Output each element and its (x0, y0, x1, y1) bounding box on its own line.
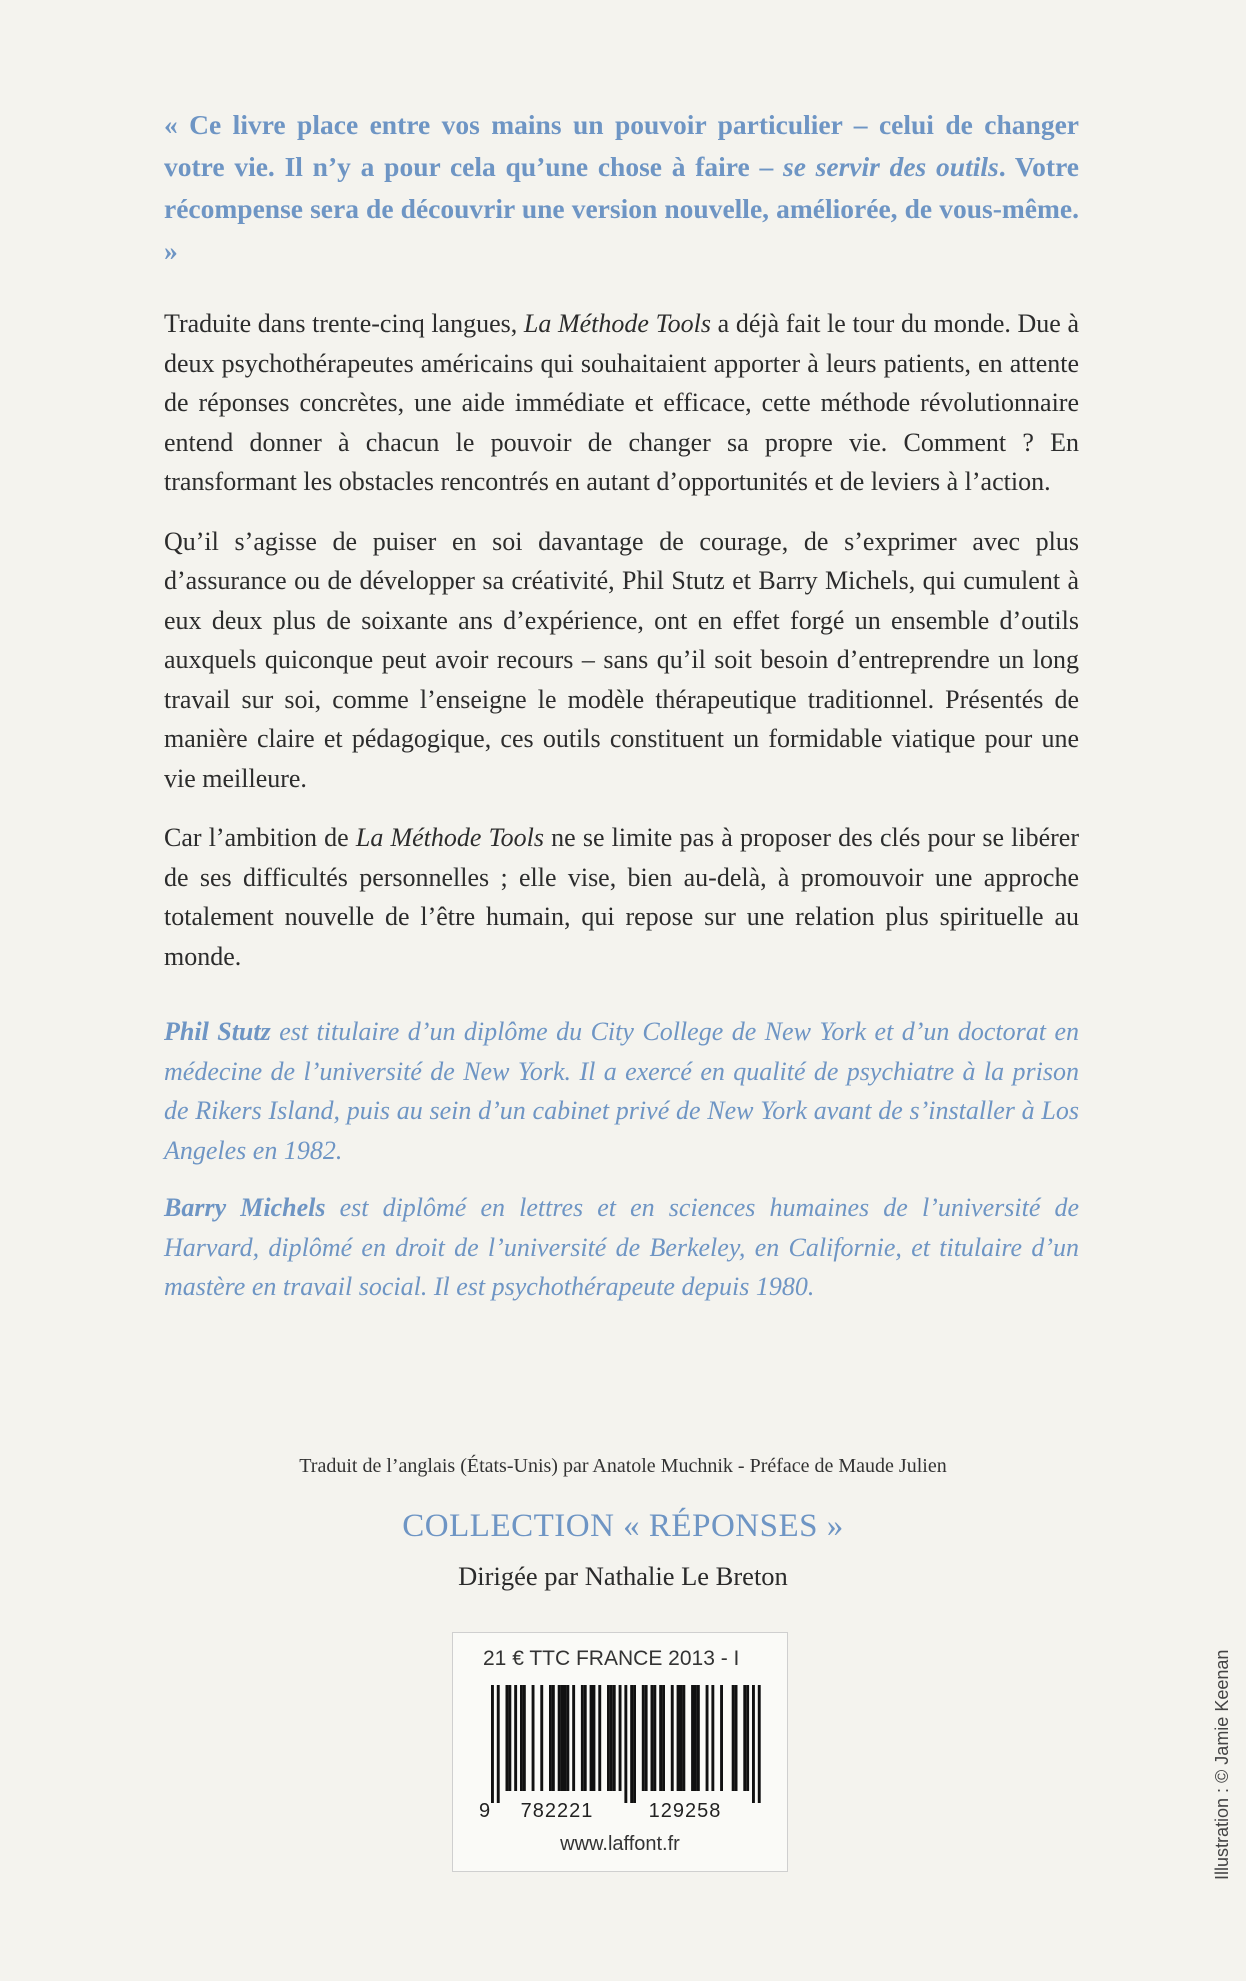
barcode-bar (662, 1685, 665, 1791)
barcode-bar (497, 1685, 500, 1803)
barcode-bar (720, 1685, 723, 1791)
barcode-bar (613, 1685, 616, 1791)
isbn-first-digit: 9 (479, 1800, 491, 1821)
barcode-bar (540, 1685, 543, 1791)
barcode-bar (746, 1685, 749, 1791)
paragraph-1 (164, 304, 1079, 502)
main-text (164, 104, 1079, 1325)
isbn-group-2: 129258 (648, 1800, 722, 1821)
barcode-bar (549, 1685, 552, 1791)
barcode-bar (558, 1685, 561, 1791)
barcode-bar (633, 1685, 636, 1803)
barcode-bar (630, 1685, 633, 1803)
barcode-box (452, 1632, 788, 1872)
barcode-bar (677, 1685, 680, 1791)
barcode-bar (590, 1685, 593, 1791)
barcode-bar (506, 1685, 509, 1791)
barcode-bar (642, 1685, 645, 1791)
pull-quote (164, 104, 1079, 272)
p1-text-b: a déjà fait le tour du monde. Due à deux psychothérapeutes américains qui souhaitaient apporter à leurs patients, en attente de réponses concrètes, une aide immédiate et efficace, cette méthode révolutionnaire entend donner à chacun le pouvoir de changer sa propre vie. Comment ? En transformant les obstacles rencontrés en autant d’opportunités et de leviers à l’action. (164, 309, 1079, 496)
barcode-bar (743, 1685, 746, 1791)
illustration-credit: Illustration : © Jamie Keenan (1212, 1649, 1232, 1880)
paragraph-3 (164, 818, 1079, 976)
collection-director: Dirigée par Nathalie Le Breton (458, 1561, 788, 1591)
quote-italic: se servir des outils (783, 151, 999, 182)
barcode-bar (566, 1685, 569, 1791)
barcode-bar (514, 1685, 517, 1791)
barcode-bar (564, 1685, 567, 1791)
author-bios (164, 1012, 1079, 1307)
quote-text-2: . Votre récompense sera de découvrir une version nouvelle, améliorée, de vous-même. » (164, 151, 1080, 266)
barcode-bar (697, 1685, 700, 1791)
p3-text-a: Car l’ambition de (164, 823, 356, 852)
barcode-bar (653, 1685, 656, 1791)
barcode-bar (619, 1685, 622, 1791)
barcode-bar (624, 1685, 627, 1803)
translator-credit: Traduit de l’anglais (États-Unis) par Anatole Muchnik - Préface de Maude Julien (299, 1455, 947, 1477)
barcode-bar (682, 1685, 685, 1791)
barcode-bar (645, 1685, 648, 1791)
barcode-bar (520, 1685, 523, 1791)
bio-name-stutz: Phil Stutz (164, 1017, 271, 1046)
publisher-website: www.laffont.fr (560, 1833, 680, 1855)
barcode-image (473, 1685, 773, 1821)
barcode-bar (732, 1685, 735, 1791)
barcode-bar (598, 1685, 601, 1791)
isbn-group-1: 782221 (520, 1800, 594, 1821)
barcode-bar (691, 1685, 694, 1791)
barcode-bar (651, 1685, 654, 1791)
barcode-bar (561, 1685, 564, 1791)
barcode-bar (711, 1685, 714, 1791)
bio-text-stutz: est titulaire d’un diplôme du City College de New York et d’un doctorat en médecine de l’université de New York. Il a exercé en qualité de psychiatre à la prison de Rikers Island, puis au sein d’un cabinet privé de New York avant de s’installer à Los Angeles en 1982. (164, 1017, 1079, 1165)
p3-book-title: La Méthode Tools (355, 823, 545, 852)
p1-book-title: La Méthode Tools (523, 309, 712, 338)
barcode-bar (680, 1685, 683, 1791)
p1-text-a: Traduite dans trente-cinq langues, (164, 309, 524, 338)
barcode-bar (752, 1685, 755, 1803)
barcode-bar (610, 1685, 613, 1791)
bio-name-michels: Barry Michels (164, 1193, 326, 1222)
barcode-bar (491, 1685, 494, 1803)
collection-name: COLLECTION « RÉPONSES » (402, 1508, 844, 1544)
barcode-bar (706, 1685, 709, 1791)
bio-phil-stutz (164, 1012, 1079, 1170)
barcode-bar (758, 1685, 761, 1803)
barcode-bar (532, 1685, 535, 1791)
p3-text-b: ne se limite pas à proposer des clés pour se libérer de ses difficultés personnelles ; elle vise, bien au-delà, à promouvoir une approche totalement nouvelle de l’être humain, qui repose sur une relation plus spirituelle au monde. (164, 823, 1079, 971)
barcode-bar (593, 1685, 596, 1791)
barcode-bar (523, 1685, 526, 1791)
barcode-bar (572, 1685, 575, 1791)
barcode-bar (607, 1685, 610, 1791)
paragraph-2: Qu’il s’agisse de puiser en soi davantage de courage, de s’exprimer avec plus d’assurance ou de développer sa créativité, Phil Stutz et Barry Michels, qui cumulent à eux deux plus de soixante ans d’expérience, ont en effet forgé un ensemble d’outils auxquels quiconque peut avoir recours – sans qu’il soit besoin d’entreprendre un long travail sur soi, comme l’enseigne le modèle thérapeutique traditionnel. Présentés de manière claire et pédagogique, ces outils constituent un formidable viatique pour une vie meilleure. (164, 526, 1079, 793)
bio-text-michels: est diplômé en lettres et en sciences humaines de l’université de Harvard, diplômé en droit de l’université de Berkeley, en Californie, et titulaire d’un mastère en travail social. Il est psychothérapeute depuis 1980. (164, 1193, 1080, 1301)
barcode-bar (584, 1685, 587, 1791)
barcode-bar (508, 1685, 511, 1791)
barcode-bar (659, 1685, 662, 1791)
quote-text-1: « Ce livre place entre vos mains un pouvoir particulier – celui de changer votre vie. Il n’y a pour cela qu’une chose à faire – (164, 109, 1079, 182)
bio-barry-michels (164, 1188, 1079, 1307)
barcode-bar (735, 1685, 738, 1791)
barcode-bar (581, 1685, 584, 1791)
price-label: 21 € TTC FRANCE 2013 - I (483, 1647, 740, 1670)
barcode-bar (694, 1685, 697, 1791)
barcode-bar (671, 1685, 674, 1791)
barcode-bar (552, 1685, 555, 1791)
